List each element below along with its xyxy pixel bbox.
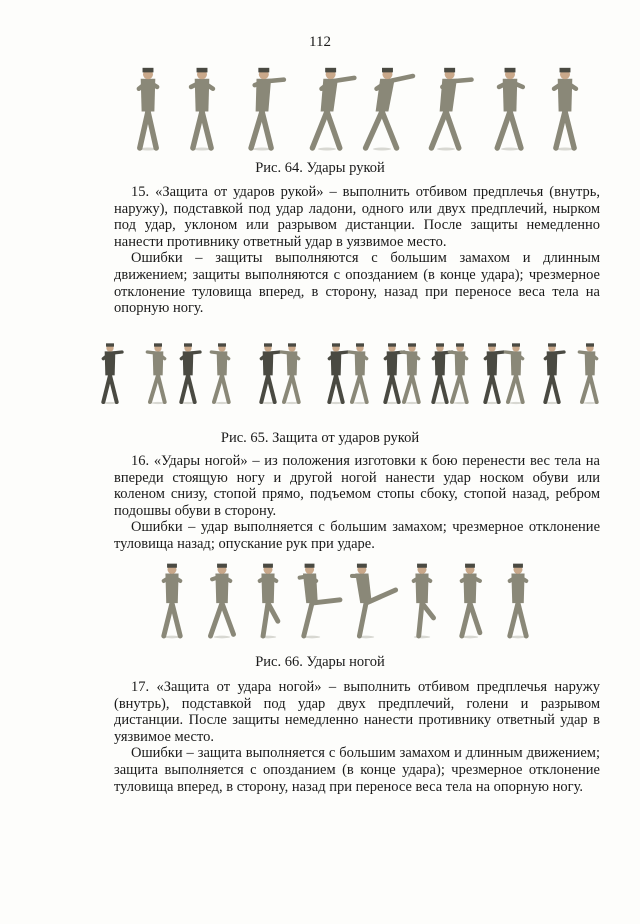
paragraph: 16. «Удары ногой» – из положения изготовки к бою перенести вес тела на впереди стоящую ногу и другой ногой нанести удар носком обуви или коленом снизу, стопой прямо, подъемом стопы сбоку, стопой назад, ребром подошвы обуви в сторону. (114, 453, 600, 519)
soldier-figure (164, 564, 180, 639)
soldier-figure (401, 343, 418, 404)
soldier-figure (414, 564, 434, 639)
paragraph: Ошибки – удар выполняется с большим замахом; чрезмерное отклонение туловища назад; опускание рук при ударе. (114, 519, 600, 552)
soldier-figure (312, 68, 354, 151)
figure-66-image (0, 558, 640, 644)
section-15-text (114, 184, 600, 317)
soldier-figure (505, 343, 522, 404)
figure-65-photo-strip (0, 336, 640, 408)
page-number: 112 (309, 34, 331, 50)
soldier-figure (139, 68, 157, 151)
figure-64-caption: Рис. 64. Удары рукой (255, 160, 385, 176)
soldier-figure (366, 68, 413, 151)
soldier-figure (554, 68, 576, 151)
soldier-figure (261, 343, 280, 404)
soldier-figure (545, 343, 564, 404)
figure-64-image (0, 62, 640, 154)
soldier-figure (211, 343, 228, 404)
soldier-figure (497, 68, 523, 151)
soldier-figure (329, 343, 348, 404)
soldier-figure (300, 564, 340, 639)
soldier-figure (181, 343, 200, 404)
soldier-figure (251, 68, 284, 151)
soldier-figure (510, 564, 526, 639)
soldier-figure (462, 564, 480, 639)
figure-64-photo-strip (0, 62, 640, 154)
paragraph: 17. «Защита от удара ногой» – выполнить отбивом предплечья наружу (внутрь), подставкой под удар двух предплечий, голени и разрывом дистанции. После защиты немедленно нанести противнику ответный удар в уязвимое место. (114, 679, 600, 745)
soldier-figure (352, 564, 396, 639)
figure-66-caption: Рис. 66. Удары ногой (255, 654, 385, 670)
soldier-figure (147, 343, 164, 404)
section-17-text (114, 679, 600, 795)
figure-66-photo-strip (0, 558, 640, 644)
paragraph: Ошибки – защита выполняется с большим замахом и длинным движением; защита выполняется с опозданием (в конце удара); чрезмерное отклонение туловища вперед, в сторону, назад при переносе веса тела на опорную ногу. (114, 745, 600, 795)
soldier-figure (103, 343, 122, 404)
paragraph: 15. «Защита от ударов рукой» – выполнить отбивом предплечья (внутрь, наружу), подставкой под удар ладони, одного или двух предплечий, нырком под удар, уклоном или разрывом дистанции. После защиты немедленно нанести противнику ответный удар в уязвимое место. (114, 184, 600, 250)
soldier-figure (191, 68, 213, 151)
soldier-figure (260, 564, 278, 639)
paragraph: Ошибки – защиты выполняются с большим замахом и длинным движением; защиты выполняются с опозданием (в конце удара); чрезмерное отклонение туловища вперед, в сторону, назад при переносе веса тела на опорную ногу. (114, 250, 600, 317)
soldier-figure (431, 68, 471, 151)
soldier-figure (579, 343, 596, 404)
soldier-figure (349, 343, 366, 404)
soldier-figure (449, 343, 466, 404)
soldier-figure (210, 564, 233, 639)
section-16-text (114, 453, 600, 553)
figure-65-image (0, 336, 640, 408)
figure-65-caption: Рис. 65. Защита от ударов рукой (220, 430, 420, 446)
soldier-figure (485, 343, 504, 404)
soldier-figure (281, 343, 298, 404)
